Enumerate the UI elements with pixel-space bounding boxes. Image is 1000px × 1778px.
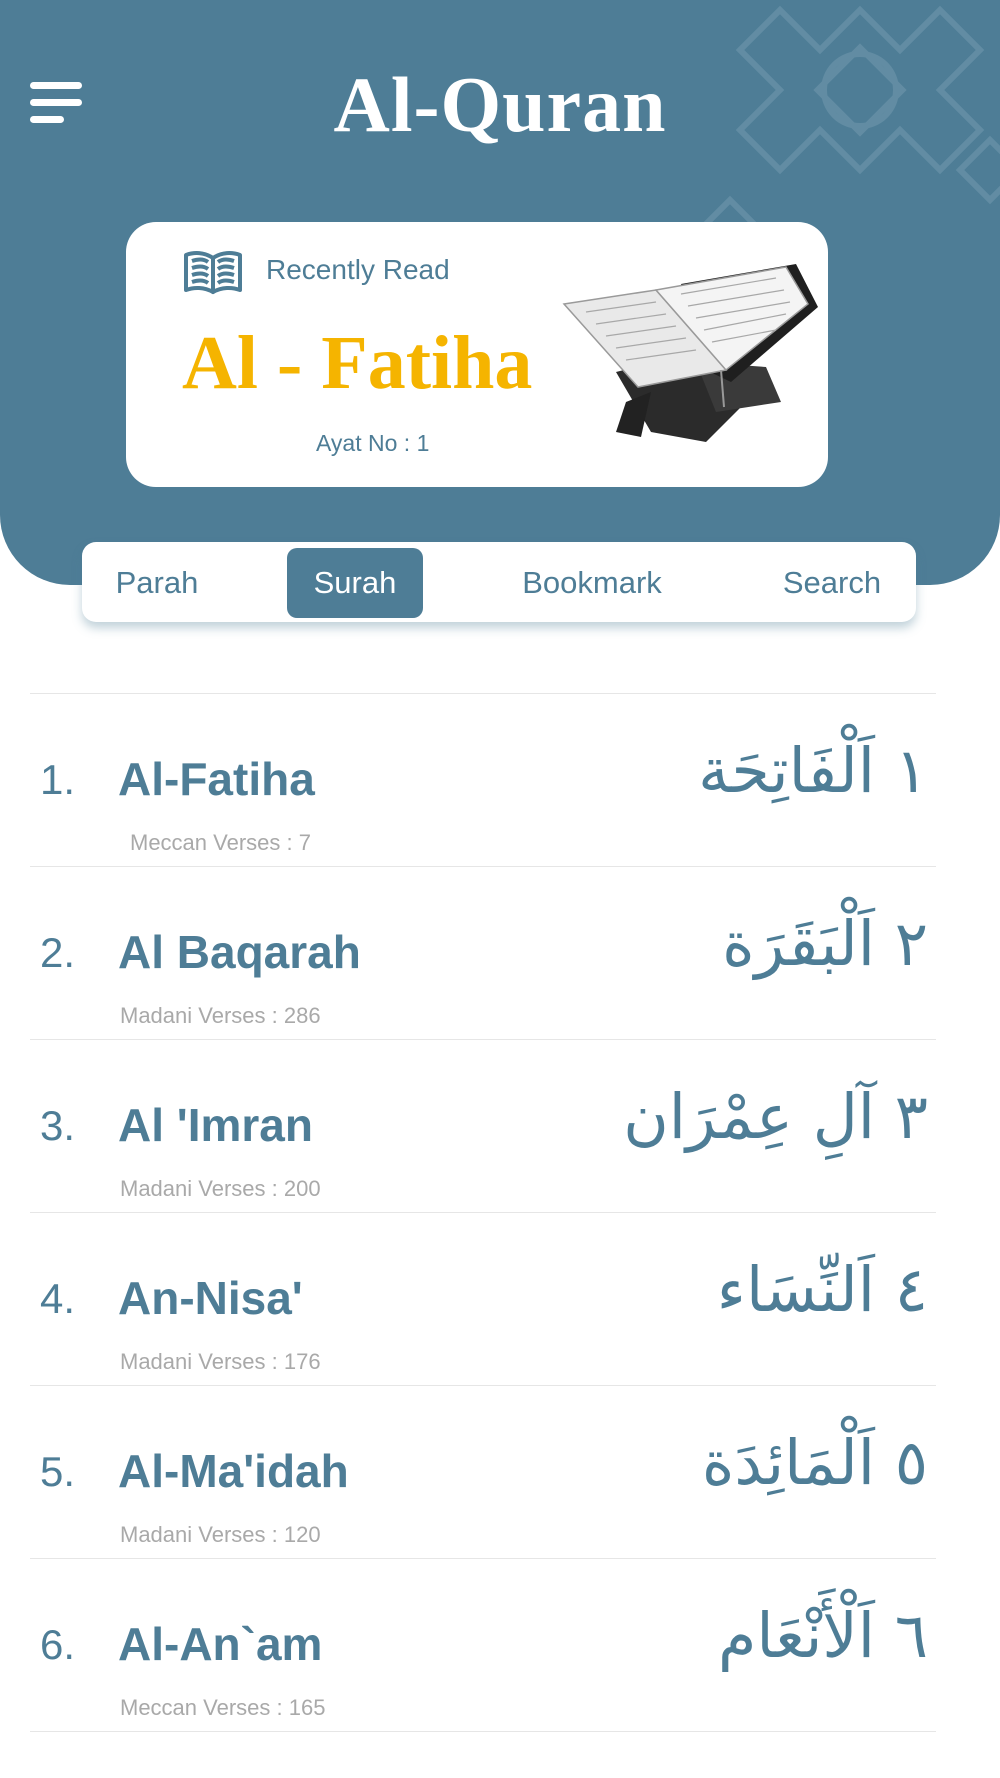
- surah-row[interactable]: [30, 1212, 936, 1385]
- surah-number: 5.: [40, 1448, 76, 1495]
- surah-name: Al-Ma'idah: [118, 1445, 349, 1497]
- recent-surah-name: Al - Fatiha: [182, 321, 533, 405]
- surah-arabic-name: ٢ اَلْبَقَرَة: [722, 907, 928, 980]
- quran-on-stand-image: [556, 252, 821, 462]
- surah-name: Al-An`am: [118, 1618, 323, 1670]
- tab-bar: [82, 542, 916, 622]
- surah-row[interactable]: [30, 1385, 936, 1558]
- surah-number: 2.: [40, 929, 76, 976]
- surah-name: Al Baqarah: [118, 926, 361, 978]
- surah-arabic-name: ١ اَلْفَاتِحَة: [698, 734, 928, 807]
- surah-arabic-name: ٤ اَلنِّسَاء: [716, 1253, 928, 1326]
- header: [0, 0, 1000, 585]
- surah-row[interactable]: [30, 866, 936, 1039]
- surah-row[interactable]: [30, 1039, 936, 1212]
- tab-surah[interactable]: Surah: [287, 548, 423, 618]
- surah-number: 6.: [40, 1621, 76, 1668]
- surah-verses: Madani Verses : 120: [120, 1522, 321, 1547]
- recently-read-label: Recently Read: [266, 254, 450, 285]
- surah-verses: Meccan Verses : 7: [130, 830, 311, 855]
- surah-verses: Madani Verses : 200: [120, 1176, 321, 1201]
- surah-verses: Madani Verses : 286: [120, 1003, 321, 1028]
- surah-name: Al-Fatiha: [118, 753, 315, 805]
- app-title: Al-Quran: [333, 61, 667, 148]
- surah-number: 4.: [40, 1275, 76, 1322]
- surah-arabic-name: ٣ آلِ عِمْرَان: [623, 1080, 928, 1153]
- tab-bookmark[interactable]: Bookmark: [522, 565, 662, 600]
- surah-row[interactable]: [30, 693, 936, 866]
- surah-arabic-name: ٦ اَلْأَنْعَام: [717, 1599, 928, 1672]
- recent-ayat-number: Ayat No : 1: [316, 430, 430, 456]
- surah-name: Al 'Imran: [118, 1099, 313, 1151]
- recently-read-card[interactable]: [126, 222, 828, 487]
- tab-parah[interactable]: Parah: [115, 565, 199, 600]
- surah-number: 3.: [40, 1102, 76, 1149]
- surah-arabic-name: ٥ اَلْمَائِدَة: [701, 1426, 928, 1499]
- open-book-icon: [182, 248, 244, 296]
- surah-verses: Meccan Verses : 165: [120, 1695, 326, 1720]
- surah-row[interactable]: [30, 1558, 936, 1732]
- surah-list: [30, 693, 936, 1732]
- tab-search[interactable]: Search: [782, 565, 882, 600]
- surah-number: 1.: [40, 756, 76, 803]
- surah-name: An-Nisa': [118, 1272, 303, 1324]
- surah-verses: Madani Verses : 176: [120, 1349, 321, 1374]
